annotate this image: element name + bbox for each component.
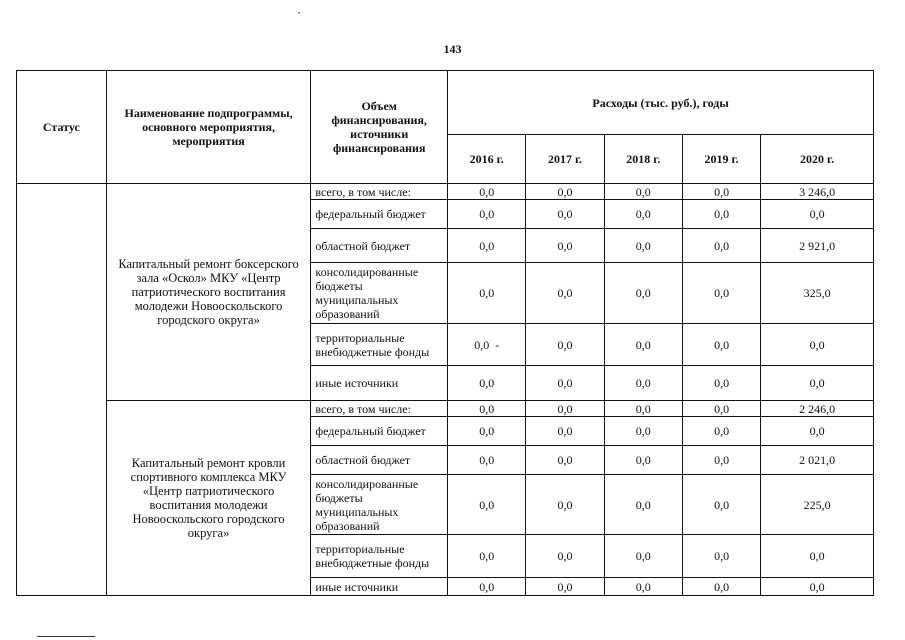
value-cell: 0,0 <box>526 417 604 446</box>
value-cell: 0,0 <box>448 401 526 417</box>
value-cell: 0,0 <box>761 324 874 366</box>
header-year: 2019 г. <box>682 135 760 184</box>
measure-name: Капитальный ремонт кровли спортивного комплекса МКУ «Центр патриотического воспитания молодежи Новооскольского городского округа» <box>106 401 311 596</box>
value-cell: 0,0 <box>526 229 604 263</box>
value-cell: 0,0 <box>604 229 682 263</box>
source-label: территориальные внебюджетные фонды <box>311 535 448 578</box>
value-cell: 0,0 <box>682 263 760 324</box>
value-cell: 0,0 <box>682 229 760 263</box>
value-cell: 0,0 <box>526 535 604 578</box>
value-cell: 0,0 <box>526 475 604 535</box>
value-cell: 0,0 <box>682 475 760 535</box>
value-cell: 0,0 <box>448 263 526 324</box>
value-cell: 0,0 <box>526 401 604 417</box>
value-cell: 0,0 <box>682 417 760 446</box>
value-cell: 0,0 <box>761 535 874 578</box>
value-cell: 0,0 <box>682 578 760 596</box>
footer-rule <box>37 636 95 637</box>
value-cell: 0,0 <box>604 200 682 229</box>
value-cell: 0,0 <box>448 578 526 596</box>
value-cell: 0,0 <box>448 475 526 535</box>
value-cell: 0,0 <box>682 401 760 417</box>
value-cell: 0,0 <box>526 324 604 366</box>
header-year: 2020 г. <box>761 135 874 184</box>
value-cell: 0,0 <box>448 446 526 475</box>
stray-mark: - <box>495 337 500 352</box>
value-cell: 225,0 <box>761 475 874 535</box>
value-cell: 0,0 <box>526 200 604 229</box>
value-cell: 3 246,0 <box>761 184 874 200</box>
source-label: областной бюджет <box>311 446 448 475</box>
header-name: Наименование подпрограммы, основного мероприятия, мероприятия <box>106 71 311 184</box>
budget-table <box>16 70 874 596</box>
header-expenses: Расходы (тыс. руб.), годы <box>448 71 874 135</box>
value-cell: 0,0 <box>448 535 526 578</box>
value-cell: 325,0 <box>761 263 874 324</box>
status-cell <box>17 184 107 596</box>
value-cell: 0,0 <box>448 366 526 401</box>
value-cell: 0,0 <box>526 263 604 324</box>
source-label: областной бюджет <box>311 229 448 263</box>
value-cell: 0,0 <box>604 417 682 446</box>
source-label: консолидированные бюджеты муниципальных образований <box>311 475 448 535</box>
value-cell: 0,0 <box>604 324 682 366</box>
table-row <box>17 184 874 200</box>
value-cell: 0,0 <box>604 578 682 596</box>
value-cell: 0,0 <box>526 578 604 596</box>
value-cell: 2 021,0 <box>761 446 874 475</box>
source-label: иные источники <box>311 578 448 596</box>
value-cell: 0,0 <box>682 446 760 475</box>
header-volume: Объем финансирования, источники финансирования <box>311 71 448 184</box>
value-cell: 0,0 <box>448 417 526 446</box>
value-cell: 0,0 <box>604 366 682 401</box>
source-label: федеральный бюджет <box>311 417 448 446</box>
value-cell: 0,0 <box>761 200 874 229</box>
source-label: всего, в том числе: <box>311 401 448 417</box>
value-cell: 0,0 <box>604 401 682 417</box>
value-cell: 0,0 <box>761 366 874 401</box>
value-cell <box>448 324 526 366</box>
value-cell: 0,0 <box>682 324 760 366</box>
value-cell: 0,0 <box>526 184 604 200</box>
value-cell: 0,0 <box>448 229 526 263</box>
header-year: 2018 г. <box>604 135 682 184</box>
page-number: 143 <box>443 42 462 56</box>
value-cell: 0,0 <box>604 263 682 324</box>
source-label: федеральный бюджет <box>311 200 448 229</box>
source-label: иные источники <box>311 366 448 401</box>
value-cell: 0,0 <box>448 184 526 200</box>
value-cell: 0,0 <box>604 446 682 475</box>
value-text: 0,0 <box>474 337 490 352</box>
value-cell: 0,0 <box>604 535 682 578</box>
value-cell: 2 921,0 <box>761 229 874 263</box>
scan-speck <box>298 12 300 14</box>
source-label: всего, в том числе: <box>311 184 448 200</box>
value-cell: 0,0 <box>682 535 760 578</box>
value-cell: 2 246,0 <box>761 401 874 417</box>
header-status: Статус <box>17 71 107 184</box>
value-cell: 0,0 <box>761 417 874 446</box>
measure-name: Капитальный ремонт боксерского зала «Оскол» МКУ «Центр патриотического воспитания молодежи Новооскольского городского округа» <box>106 184 311 401</box>
value-cell: 0,0 <box>682 184 760 200</box>
value-cell: 0,0 <box>526 446 604 475</box>
value-cell: 0,0 <box>448 200 526 229</box>
value-cell: 0,0 <box>761 578 874 596</box>
header-year: 2016 г. <box>448 135 526 184</box>
value-cell: 0,0 <box>604 184 682 200</box>
value-cell: 0,0 <box>604 475 682 535</box>
value-cell: 0,0 <box>526 366 604 401</box>
table-row <box>17 401 874 417</box>
value-cell: 0,0 <box>682 366 760 401</box>
source-label: консолидированные бюджеты муниципальных образований <box>311 263 448 324</box>
source-label: территориальные внебюджетные фонды <box>311 324 448 366</box>
header-year: 2017 г. <box>526 135 604 184</box>
value-cell: 0,0 <box>682 200 760 229</box>
